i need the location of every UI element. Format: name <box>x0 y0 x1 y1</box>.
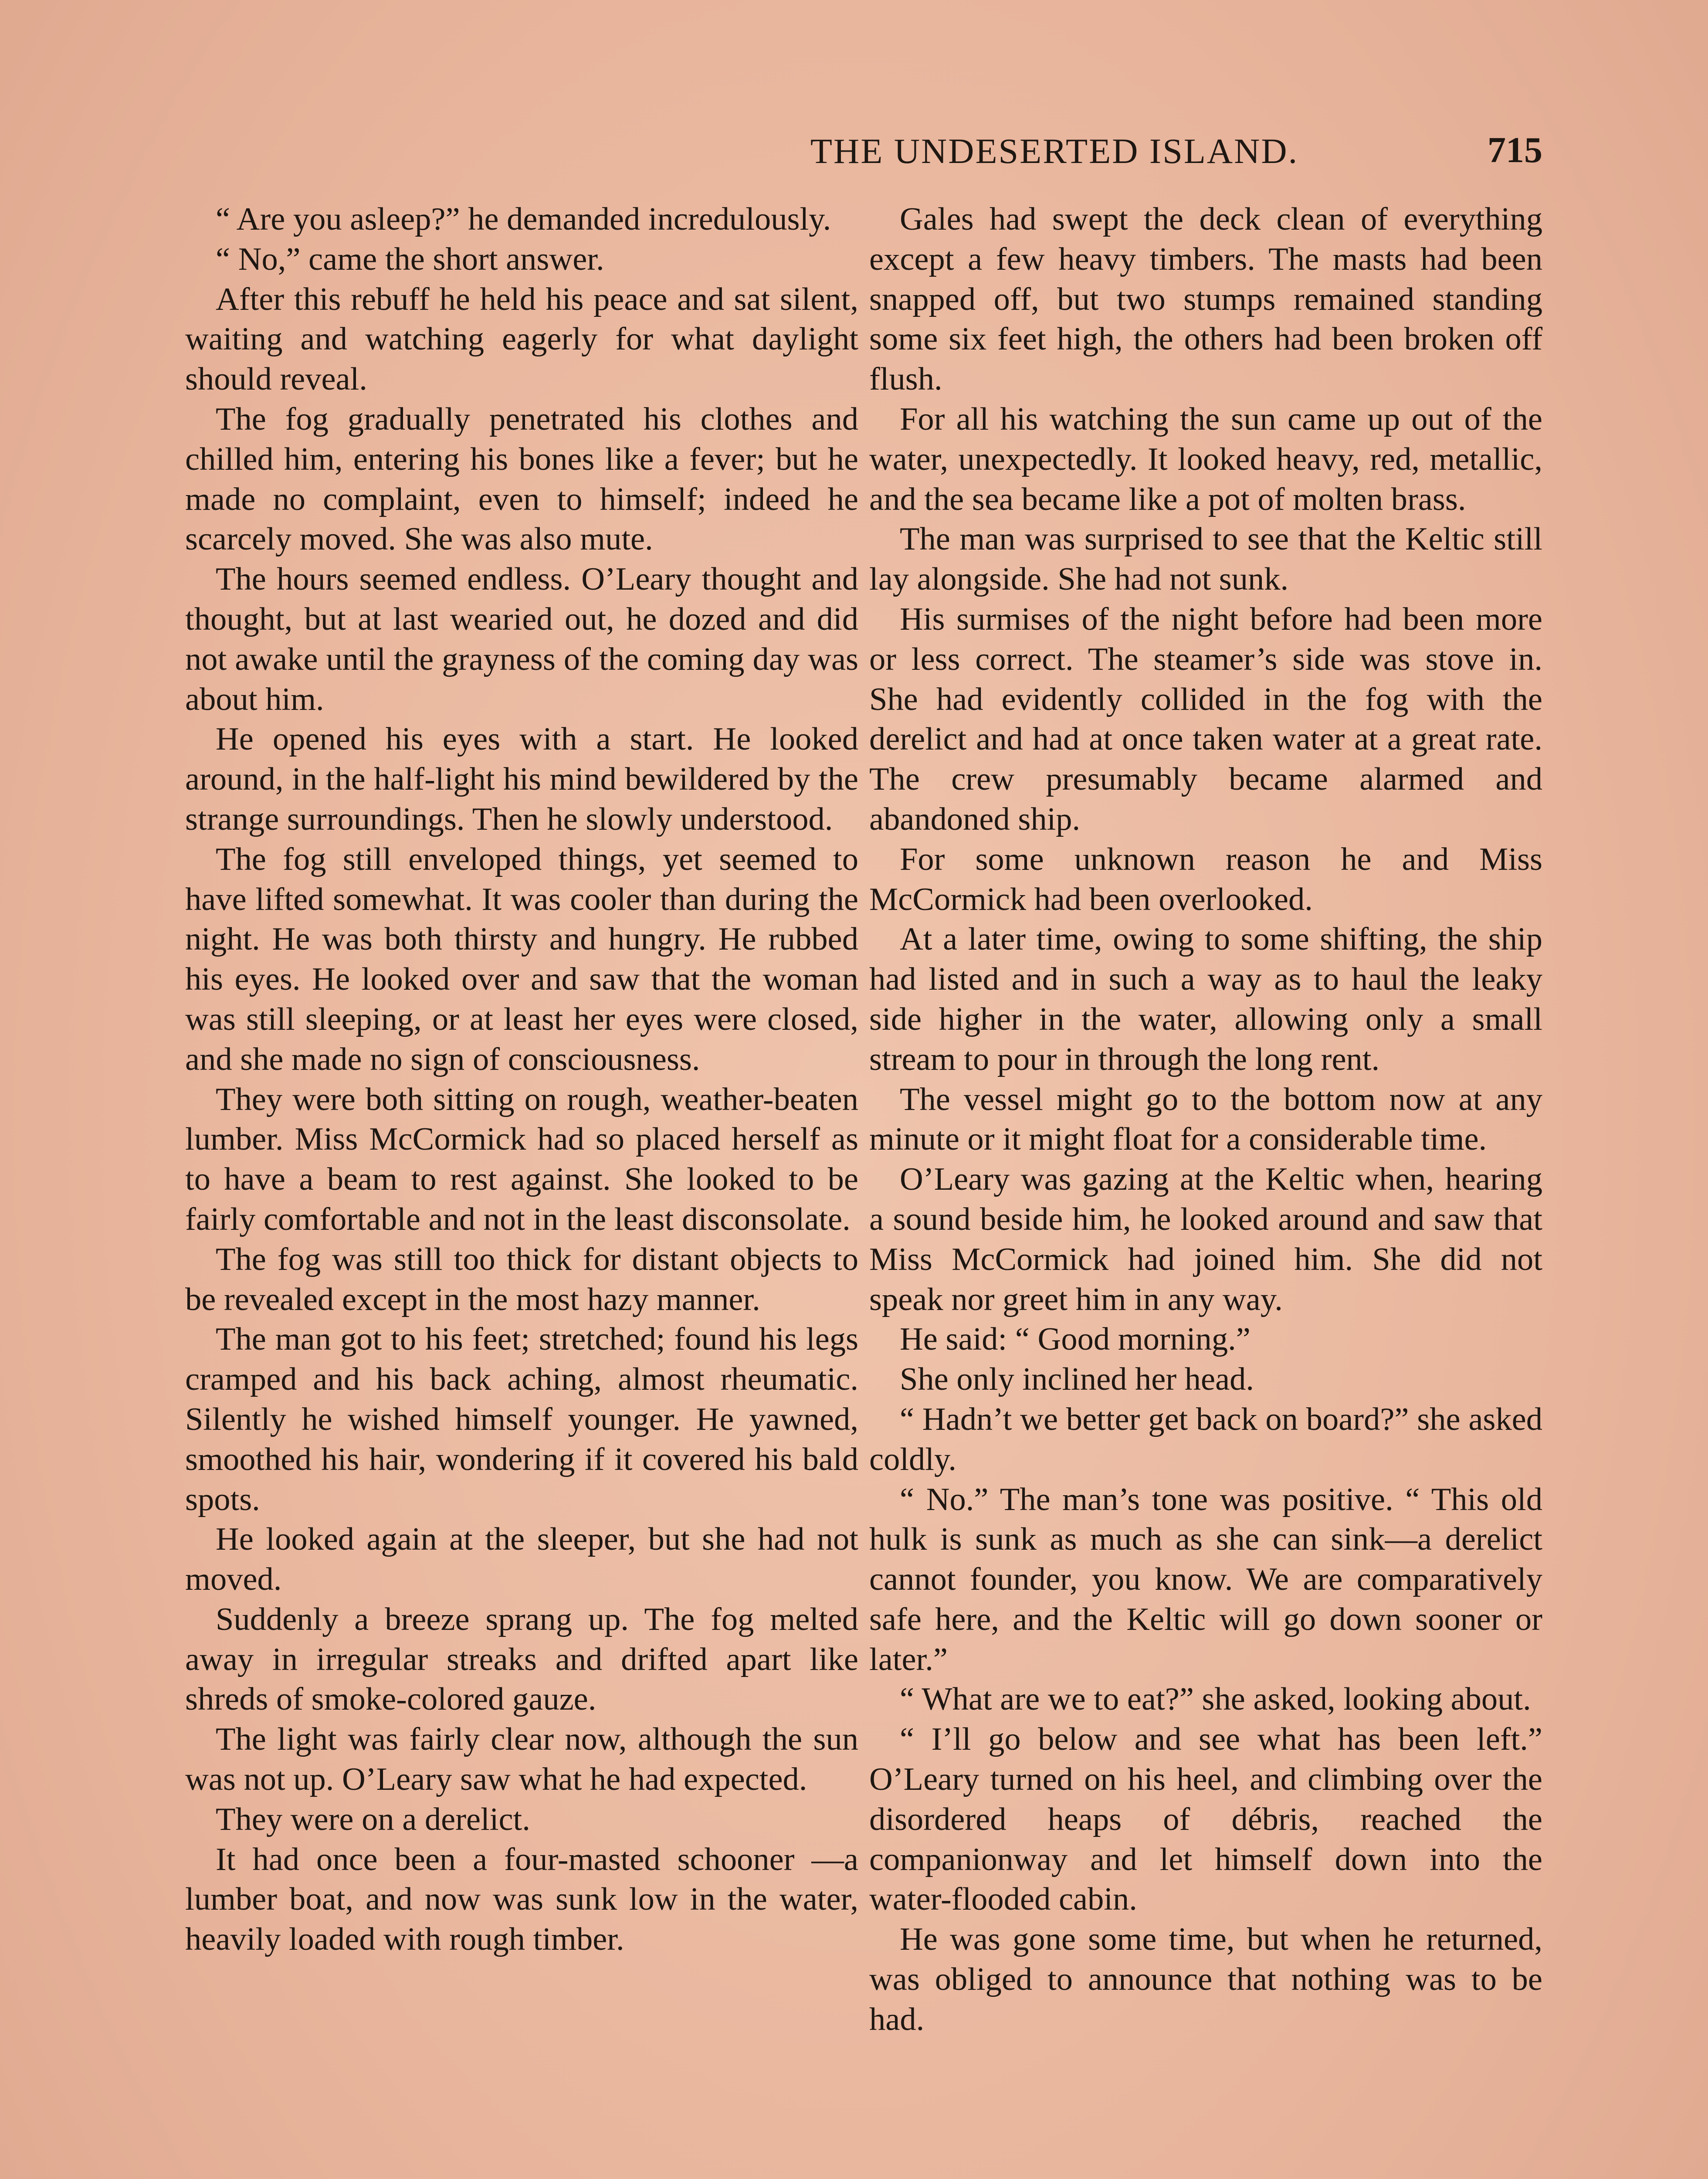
paragraph: The vessel might go to the bottom now at any minute or it might float for a considerable time. <box>869 1081 1542 1157</box>
right-column <box>869 200 1542 2040</box>
paragraph: He said: “ Good morning.” <box>900 1321 1250 1358</box>
running-header: THE UNDESERTED ISLAND. <box>810 131 1299 171</box>
paragraph: The fog gradually penetrated his clothes and chilled him, entering his bones like a fever; but he made no complaint, even to himself; indeed he scarcely moved. She was also mute. <box>185 401 858 557</box>
page-number: 715 <box>1488 130 1542 170</box>
paragraph: She only inclined her head. <box>900 1361 1254 1398</box>
paragraph: For some unknown reason he and Miss McCormick had been overlooked. <box>869 841 1542 917</box>
paragraph: O’Leary was gazing at the Keltic when, hearing a sound beside him, he looked around and saw that Miss McCormick had joined him. She did not speak nor greet him in any way. <box>869 1161 1542 1317</box>
paragraph: He opened his eyes with a start. He looked around, in the half-light his mind bewildered by the strange surroundings. Then he slowly understood. <box>185 721 858 837</box>
paragraph: They were both sitting on rough, weather-beaten lumber. Miss McCormick had so placed herself as to have a beam to rest against. She looked to be fairly comfortable and not in the least disconsolate. <box>185 1081 858 1237</box>
paragraph: The man got to his feet; stretched; found his legs cramped and his back aching, almost rheumatic. Silently he wished himself younger. He yawned, smoothed his hair, wondering if it covered his bald spots. <box>185 1321 858 1517</box>
paragraph: The fog was still too thick for distant objects to be revealed except in the most hazy manner. <box>185 1241 858 1317</box>
paragraph: “ I’ll go below and see what has been left.” O’Leary turned on his heel, and climbing over the disordered heaps of débris, reached the companionway and let himself down into the water-flooded cabin. <box>869 1721 1542 1918</box>
paragraph: He looked again at the sleeper, but she had not moved. <box>185 1521 858 1598</box>
paragraph: “ No.” The man’s tone was positive. “ This old hulk is sunk as much as she can sink—a derelict cannot founder, you know. We are comparatively safe here, and the Keltic will go down sooner or later.” <box>869 1481 1542 1677</box>
paragraph: The man was surprised to see that the Keltic still lay alongside. She had not sunk. <box>869 521 1542 597</box>
paragraph: After this rebuff he held his peace and sat silent, waiting and watching eagerly for what daylight should reveal. <box>185 281 858 397</box>
paragraph: Gales had swept the deck clean of everything except a few heavy timbers. The masts had been snapped off, but two stumps remained standing some six feet high, the others had been broken off flush. <box>869 201 1542 397</box>
paragraph: Suddenly a breeze sprang up. The fog melted away in irregular streaks and drifted apart like shreds of smoke-colored gauze. <box>185 1601 858 1717</box>
paragraph: At a later time, owing to some shifting, the ship had listed and in such a way as to haul the leaky side higher in the water, allowing only a small stream to pour in through the long rent. <box>869 921 1542 1077</box>
paragraph: They were on a derelict. <box>216 1801 530 1837</box>
paragraph: It had once been a four-masted schooner —a lumber boat, and now was sunk low in the water, heavily loaded with rough timber. <box>185 1841 858 1958</box>
paragraph: His surmises of the night before had been more or less correct. The steamer’s side was stove in. She had evidently collided in the fog with the derelict and had at once taken water at a great rate. The crew presumably became alarmed and abandoned ship. <box>869 601 1542 837</box>
paragraph: “ Are you asleep?” he demanded incredulously. <box>216 201 831 237</box>
paragraph: The hours seemed endless. O’Leary thought and thought, but at last wearied out, he dozed and did not awake until the grayness of the coming day was about him. <box>185 561 858 717</box>
paragraph: “ Hadn’t we better get back on board?” she asked coldly. <box>869 1401 1542 1477</box>
paragraph: The fog still enveloped things, yet seemed to have lifted somewhat. It was cooler than during the night. He was both thirsty and hungry. He rubbed his eyes. He looked over and saw that the woman was still sleeping, or at least her eyes were closed, and she made no sign of consciousness. <box>185 841 858 1077</box>
left-column <box>185 200 858 1960</box>
paragraph: “ What are we to eat?” she asked, looking about. <box>900 1681 1531 1717</box>
paragraph: “ No,” came the short answer. <box>216 241 604 277</box>
paragraph: He was gone some time, but when he returned, was obliged to announce that nothing was to be had. <box>869 1921 1542 2037</box>
paragraph: The light was fairly clear now, although the sun was not up. O’Leary saw what he had expected. <box>185 1721 858 1798</box>
paragraph: For all his watching the sun came up out of the water, unexpectedly. It looked heavy, red, metallic, and the sea became like a pot of molten brass. <box>869 401 1542 517</box>
